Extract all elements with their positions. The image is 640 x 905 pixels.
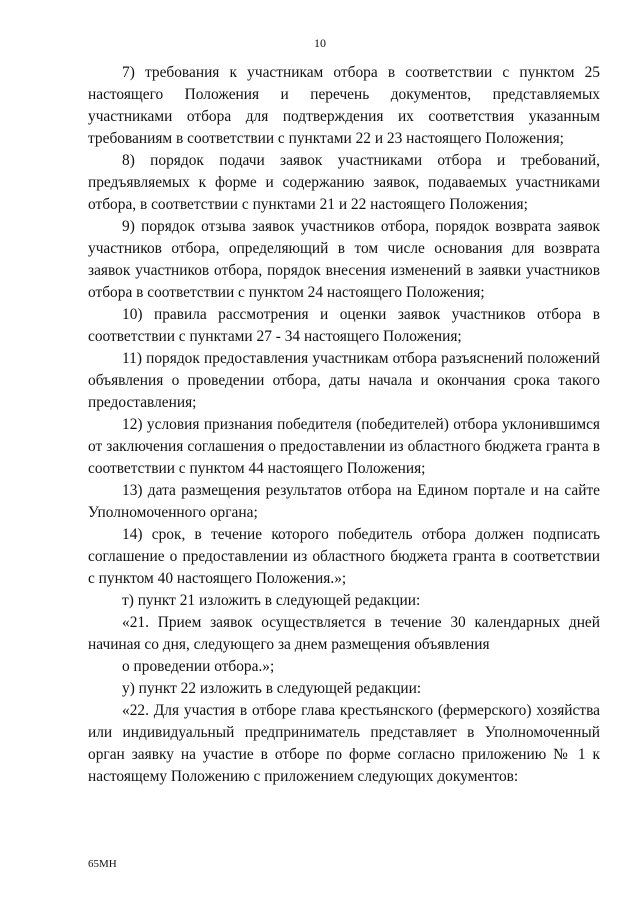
- list-item-7: 7) требования к участникам отбора в соответствии с пунктом 25 настоящего Положения и перечень документов, представляемых участниками отбора для подтверждения их соответствия указанным требованиям в соответствии с пунктами 22 и 23 настоящего Положения;: [88, 64, 600, 147]
- document-body: [88, 62, 600, 788]
- clause-21: «21. Прием заявок осуществляется в течение 30 календарных дней начиная со дня, следующего за днем размещения объявления: [88, 614, 600, 653]
- list-item-14: 14) срок, в течение которого победитель отбора должен подписать соглашение о предоставлении из областного бюджета гранта в соответствии с пунктом 40 настоящего Положения.»;: [88, 526, 600, 587]
- page-number: 10: [314, 36, 326, 50]
- list-item-11: 11) порядок предоставления участникам отбора разъяснений положений объявления о проведении отбора, даты начала и окончания срока такого предоставления;: [88, 350, 600, 411]
- list-item-9: 9) порядок отзыва заявок участников отбора, порядок возврата заявок участников отбора, определяющий в том числе основания для возврата заявок участников отбора, порядок внесения изменений в заявки участников отбора в соответствии с пунктом 24 настоящего Положения;: [88, 218, 600, 301]
- clause-22: «22. Для участия в отборе глава крестьянского (фермерского) хозяйства или индивидуальный предприниматель представляет в Уполномоченный орган заявку на участие в отборе по форме согласно приложению № 1 к настоящему Положению с приложением следующих документов:: [88, 702, 600, 785]
- amendment-t: т) пункт 21 изложить в следующей редакции:: [122, 592, 421, 609]
- amendment-u: у) пункт 22 изложить в следующей редакции:: [122, 680, 422, 697]
- list-item-12: 12) условия признания победителя (победителей) отбора уклонившимся от заключения соглашения о предоставлении из областного бюджета гранта в соответствии с пунктом 44 настоящего Положения;: [88, 416, 600, 477]
- list-item-10: 10) правила рассмотрения и оценки заявок участников отбора в соответствии с пунктами 27 - 34 настоящего Положения;: [88, 306, 600, 345]
- list-item-8: 8) порядок подачи заявок участниками отбора и требований, предъявляемых к форме и содержанию заявок, подаваемых участниками отбора, в соответствии с пунктами 21 и 22 настоящего Положения;: [88, 152, 600, 213]
- footer-code: 65МН: [88, 858, 117, 870]
- clause-21-continuation: о проведении отбора.»;: [122, 658, 275, 675]
- list-item-13: 13) дата размещения результатов отбора на Едином портале и на сайте Уполномоченного органа;: [88, 482, 600, 521]
